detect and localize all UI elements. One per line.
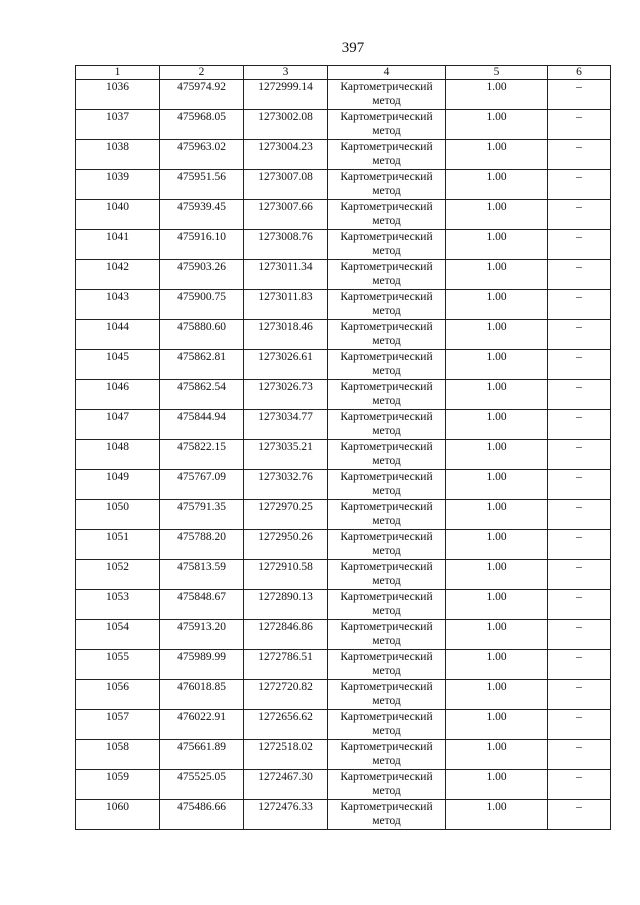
note-cell: – [548, 620, 611, 650]
y-coordinate-cell: 1273034.77 [244, 410, 328, 440]
table-row [76, 320, 611, 350]
x-coordinate-cell: 475844.94 [160, 410, 244, 440]
x-coordinate-cell: 475974.92 [160, 80, 244, 110]
accuracy-cell: 1.00 [446, 140, 548, 170]
point-number-cell: 1037 [76, 110, 160, 140]
table-row [76, 380, 611, 410]
y-coordinate-cell: 1273032.76 [244, 470, 328, 500]
y-coordinate-cell: 1273007.08 [244, 170, 328, 200]
x-coordinate-cell: 476022.91 [160, 710, 244, 740]
x-coordinate-cell: 475822.15 [160, 440, 244, 470]
y-coordinate-cell: 1272467.30 [244, 770, 328, 800]
y-coordinate-cell: 1273011.34 [244, 260, 328, 290]
accuracy-cell: 1.00 [446, 350, 548, 380]
column-header: 1 [76, 66, 160, 80]
accuracy-cell: 1.00 [446, 770, 548, 800]
method-cell: Картометрический метод [328, 740, 446, 770]
note-cell: – [548, 230, 611, 260]
y-coordinate-cell: 1272786.51 [244, 650, 328, 680]
point-number-cell: 1041 [76, 230, 160, 260]
note-cell: – [548, 290, 611, 320]
x-coordinate-cell: 475939.45 [160, 200, 244, 230]
y-coordinate-cell: 1272950.26 [244, 530, 328, 560]
accuracy-cell: 1.00 [446, 650, 548, 680]
x-coordinate-cell: 475963.02 [160, 140, 244, 170]
table-row [76, 500, 611, 530]
method-cell: Картометрический метод [328, 290, 446, 320]
note-cell: – [548, 350, 611, 380]
x-coordinate-cell: 475862.54 [160, 380, 244, 410]
column-header: 3 [244, 66, 328, 80]
note-cell: – [548, 710, 611, 740]
coordinates-table [75, 65, 611, 830]
x-coordinate-cell: 475880.60 [160, 320, 244, 350]
table-header-row [76, 66, 611, 80]
table-row [76, 140, 611, 170]
x-coordinate-cell: 475788.20 [160, 530, 244, 560]
method-cell: Картометрический метод [328, 410, 446, 440]
y-coordinate-cell: 1273008.76 [244, 230, 328, 260]
note-cell: – [548, 470, 611, 500]
note-cell: – [548, 740, 611, 770]
accuracy-cell: 1.00 [446, 530, 548, 560]
note-cell: – [548, 560, 611, 590]
point-number-cell: 1058 [76, 740, 160, 770]
accuracy-cell: 1.00 [446, 500, 548, 530]
x-coordinate-cell: 475767.09 [160, 470, 244, 500]
method-cell: Картометрический метод [328, 590, 446, 620]
accuracy-cell: 1.00 [446, 110, 548, 140]
method-cell: Картометрический метод [328, 110, 446, 140]
method-cell: Картометрический метод [328, 380, 446, 410]
accuracy-cell: 1.00 [446, 740, 548, 770]
accuracy-cell: 1.00 [446, 470, 548, 500]
table-row [76, 620, 611, 650]
y-coordinate-cell: 1273035.21 [244, 440, 328, 470]
table-row [76, 770, 611, 800]
method-cell: Картометрический метод [328, 140, 446, 170]
y-coordinate-cell: 1272656.62 [244, 710, 328, 740]
table-row [76, 260, 611, 290]
method-cell: Картометрический метод [328, 500, 446, 530]
y-coordinate-cell: 1273026.73 [244, 380, 328, 410]
method-cell: Картометрический метод [328, 650, 446, 680]
method-cell: Картометрический метод [328, 350, 446, 380]
table-row [76, 650, 611, 680]
table-row [76, 680, 611, 710]
table-row [76, 230, 611, 260]
table-row [76, 560, 611, 590]
x-coordinate-cell: 476018.85 [160, 680, 244, 710]
y-coordinate-cell: 1272910.58 [244, 560, 328, 590]
table-row [76, 440, 611, 470]
page-number: 397 [341, 40, 365, 56]
y-coordinate-cell: 1272999.14 [244, 80, 328, 110]
table-row [76, 710, 611, 740]
x-coordinate-cell: 475903.26 [160, 260, 244, 290]
method-cell: Картометрический метод [328, 440, 446, 470]
point-number-cell: 1039 [76, 170, 160, 200]
y-coordinate-cell: 1272476.33 [244, 800, 328, 830]
x-coordinate-cell: 475525.05 [160, 770, 244, 800]
note-cell: – [548, 650, 611, 680]
point-number-cell: 1057 [76, 710, 160, 740]
accuracy-cell: 1.00 [446, 710, 548, 740]
table-row [76, 590, 611, 620]
point-number-cell: 1040 [76, 200, 160, 230]
note-cell: – [548, 140, 611, 170]
x-coordinate-cell: 475913.20 [160, 620, 244, 650]
method-cell: Картометрический метод [328, 560, 446, 590]
point-number-cell: 1060 [76, 800, 160, 830]
point-number-cell: 1047 [76, 410, 160, 440]
method-cell: Картометрический метод [328, 200, 446, 230]
x-coordinate-cell: 475813.59 [160, 560, 244, 590]
x-coordinate-cell: 475900.75 [160, 290, 244, 320]
x-coordinate-cell: 475989.99 [160, 650, 244, 680]
point-number-cell: 1043 [76, 290, 160, 320]
x-coordinate-cell: 475848.67 [160, 590, 244, 620]
y-coordinate-cell: 1273026.61 [244, 350, 328, 380]
note-cell: – [548, 380, 611, 410]
table-row [76, 80, 611, 110]
point-number-cell: 1038 [76, 140, 160, 170]
point-number-cell: 1051 [76, 530, 160, 560]
method-cell: Картометрический метод [328, 770, 446, 800]
note-cell: – [548, 260, 611, 290]
point-number-cell: 1050 [76, 500, 160, 530]
y-coordinate-cell: 1273002.08 [244, 110, 328, 140]
column-header: 2 [160, 66, 244, 80]
table-row [76, 200, 611, 230]
accuracy-cell: 1.00 [446, 620, 548, 650]
method-cell: Картометрический метод [328, 230, 446, 260]
accuracy-cell: 1.00 [446, 80, 548, 110]
table-row [76, 740, 611, 770]
y-coordinate-cell: 1272518.02 [244, 740, 328, 770]
y-coordinate-cell: 1273018.46 [244, 320, 328, 350]
note-cell: – [548, 440, 611, 470]
point-number-cell: 1055 [76, 650, 160, 680]
point-number-cell: 1052 [76, 560, 160, 590]
accuracy-cell: 1.00 [446, 230, 548, 260]
column-header: 6 [548, 66, 611, 80]
x-coordinate-cell: 475661.89 [160, 740, 244, 770]
y-coordinate-cell: 1273004.23 [244, 140, 328, 170]
accuracy-cell: 1.00 [446, 440, 548, 470]
table-row [76, 800, 611, 830]
method-cell: Картометрический метод [328, 260, 446, 290]
note-cell: – [548, 770, 611, 800]
accuracy-cell: 1.00 [446, 800, 548, 830]
note-cell: – [548, 590, 611, 620]
accuracy-cell: 1.00 [446, 290, 548, 320]
note-cell: – [548, 200, 611, 230]
method-cell: Картометрический метод [328, 170, 446, 200]
note-cell: – [548, 170, 611, 200]
point-number-cell: 1036 [76, 80, 160, 110]
note-cell: – [548, 680, 611, 710]
point-number-cell: 1053 [76, 590, 160, 620]
note-cell: – [548, 800, 611, 830]
method-cell: Картометрический метод [328, 320, 446, 350]
y-coordinate-cell: 1273011.83 [244, 290, 328, 320]
x-coordinate-cell: 475791.35 [160, 500, 244, 530]
accuracy-cell: 1.00 [446, 590, 548, 620]
point-number-cell: 1056 [76, 680, 160, 710]
table-row [76, 290, 611, 320]
x-coordinate-cell: 475486.66 [160, 800, 244, 830]
method-cell: Картометрический метод [328, 680, 446, 710]
accuracy-cell: 1.00 [446, 410, 548, 440]
table-row [76, 350, 611, 380]
table-body [76, 80, 611, 830]
method-cell: Картометрический метод [328, 80, 446, 110]
point-number-cell: 1049 [76, 470, 160, 500]
note-cell: – [548, 320, 611, 350]
note-cell: – [548, 410, 611, 440]
accuracy-cell: 1.00 [446, 380, 548, 410]
method-cell: Картометрический метод [328, 710, 446, 740]
x-coordinate-cell: 475968.05 [160, 110, 244, 140]
accuracy-cell: 1.00 [446, 320, 548, 350]
x-coordinate-cell: 475862.81 [160, 350, 244, 380]
table-row [76, 110, 611, 140]
point-number-cell: 1045 [76, 350, 160, 380]
point-number-cell: 1048 [76, 440, 160, 470]
method-cell: Картометрический метод [328, 800, 446, 830]
column-header: 5 [446, 66, 548, 80]
point-number-cell: 1046 [76, 380, 160, 410]
method-cell: Картометрический метод [328, 470, 446, 500]
note-cell: – [548, 500, 611, 530]
accuracy-cell: 1.00 [446, 680, 548, 710]
table-row [76, 410, 611, 440]
point-number-cell: 1044 [76, 320, 160, 350]
y-coordinate-cell: 1273007.66 [244, 200, 328, 230]
y-coordinate-cell: 1272846.86 [244, 620, 328, 650]
accuracy-cell: 1.00 [446, 170, 548, 200]
method-cell: Картометрический метод [328, 620, 446, 650]
point-number-cell: 1054 [76, 620, 160, 650]
table-row [76, 470, 611, 500]
note-cell: – [548, 80, 611, 110]
accuracy-cell: 1.00 [446, 200, 548, 230]
point-number-cell: 1042 [76, 260, 160, 290]
y-coordinate-cell: 1272970.25 [244, 500, 328, 530]
table-row [76, 530, 611, 560]
note-cell: – [548, 530, 611, 560]
accuracy-cell: 1.00 [446, 260, 548, 290]
accuracy-cell: 1.00 [446, 560, 548, 590]
table-row [76, 170, 611, 200]
method-cell: Картометрический метод [328, 530, 446, 560]
point-number-cell: 1059 [76, 770, 160, 800]
y-coordinate-cell: 1272890.13 [244, 590, 328, 620]
column-header: 4 [328, 66, 446, 80]
x-coordinate-cell: 475916.10 [160, 230, 244, 260]
x-coordinate-cell: 475951.56 [160, 170, 244, 200]
note-cell: – [548, 110, 611, 140]
y-coordinate-cell: 1272720.82 [244, 680, 328, 710]
